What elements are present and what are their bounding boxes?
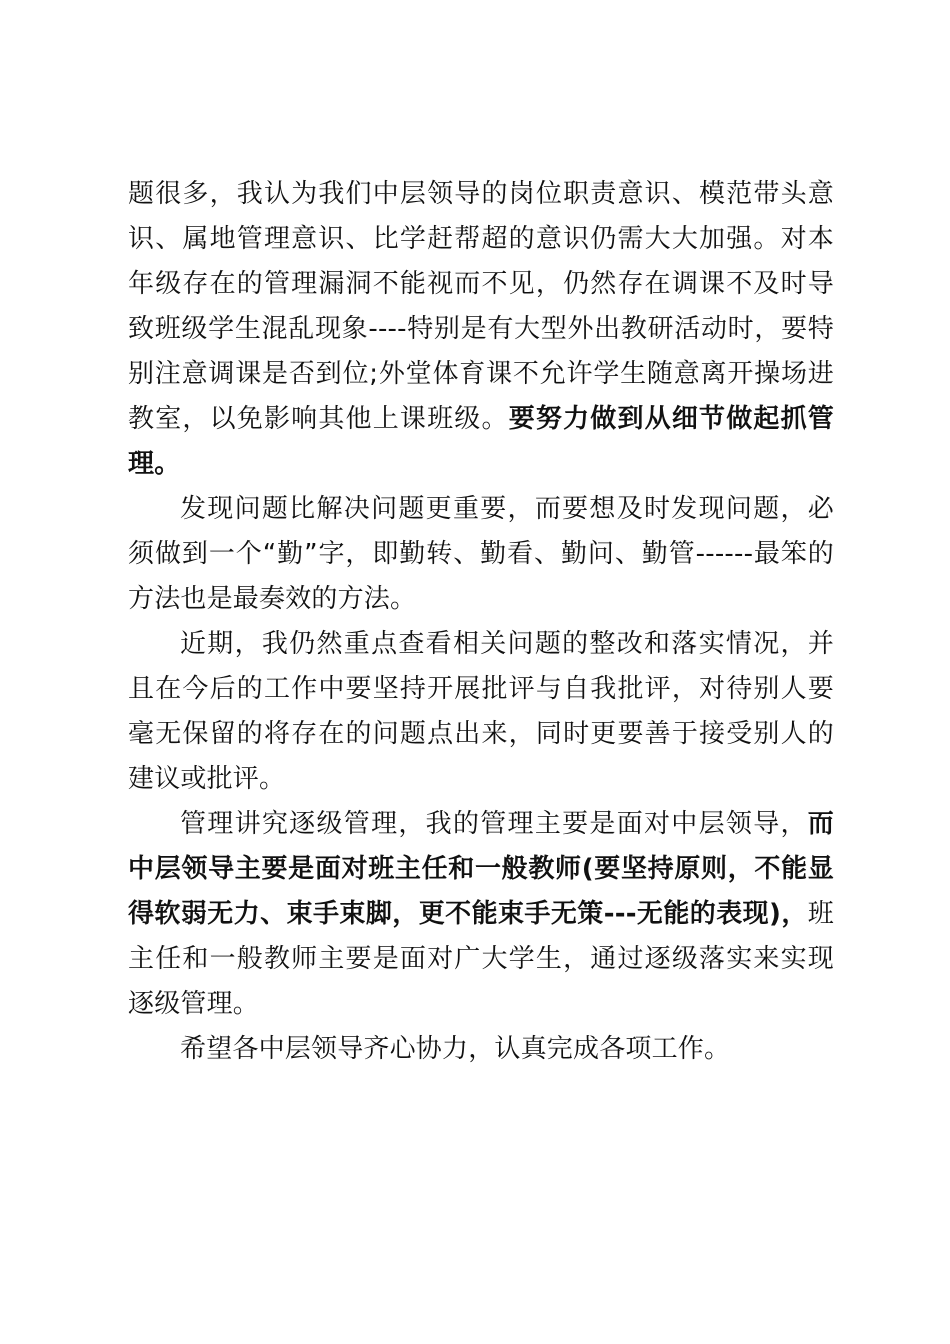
paragraph-4 xyxy=(128,802,834,1027)
paragraph-3 xyxy=(128,622,834,802)
paragraph-4-text-start: 管理讲究逐级管理，我的管理主要是面对中层领导， xyxy=(180,809,808,839)
document-body xyxy=(128,172,834,1072)
paragraph-5 xyxy=(128,1027,834,1072)
paragraph-5-text: 希望各中层领导齐心协力，认真完成各项工作。 xyxy=(180,1034,731,1064)
paragraph-1-bold-text: 要努力做到从细节做起抓管理。 xyxy=(128,404,834,479)
paragraph-4-text-end: 班主任和一般教师主要是面对广大学生，通过逐级落实来实现逐级管理。 xyxy=(128,899,834,1019)
paragraph-1-text: 题很多，我认为我们中层领导的岗位职责意识、模范带头意识、属地管理意识、比学赶帮超的意识仍需大大加强。对本年级存在的管理漏洞不能视而不见，仍然存在调课不及时导致班级学生混乱现象----特别是有大型外出教研活动时，要特别注意调课是否到位;外堂体育课不允许学生随意离开操场进教室，以免影响其他上课班级。 xyxy=(128,179,834,434)
paragraph-3-text: 近期，我仍然重点查看相关问题的整改和落实情况，并且在今后的工作中要坚持开展批评与自我批评，对待别人要毫无保留的将存在的问题点出来，同时更要善于接受别人的建议或批评。 xyxy=(128,629,834,794)
paragraph-1 xyxy=(128,172,834,487)
paragraph-4-bold-text: 而中层领导主要是面对班主任和一般教师(要坚持原则，不能显得软弱无力、束手束脚，更不能束手无策---无能的表现)， xyxy=(128,809,834,929)
paragraph-2-text: 发现问题比解决问题更重要，而要想及时发现问题，必须做到一个“勤”字，即勤转、勤看、勤问、勤管------最笨的方法也是最奏效的方法。 xyxy=(128,494,834,614)
paragraph-2 xyxy=(128,487,834,622)
